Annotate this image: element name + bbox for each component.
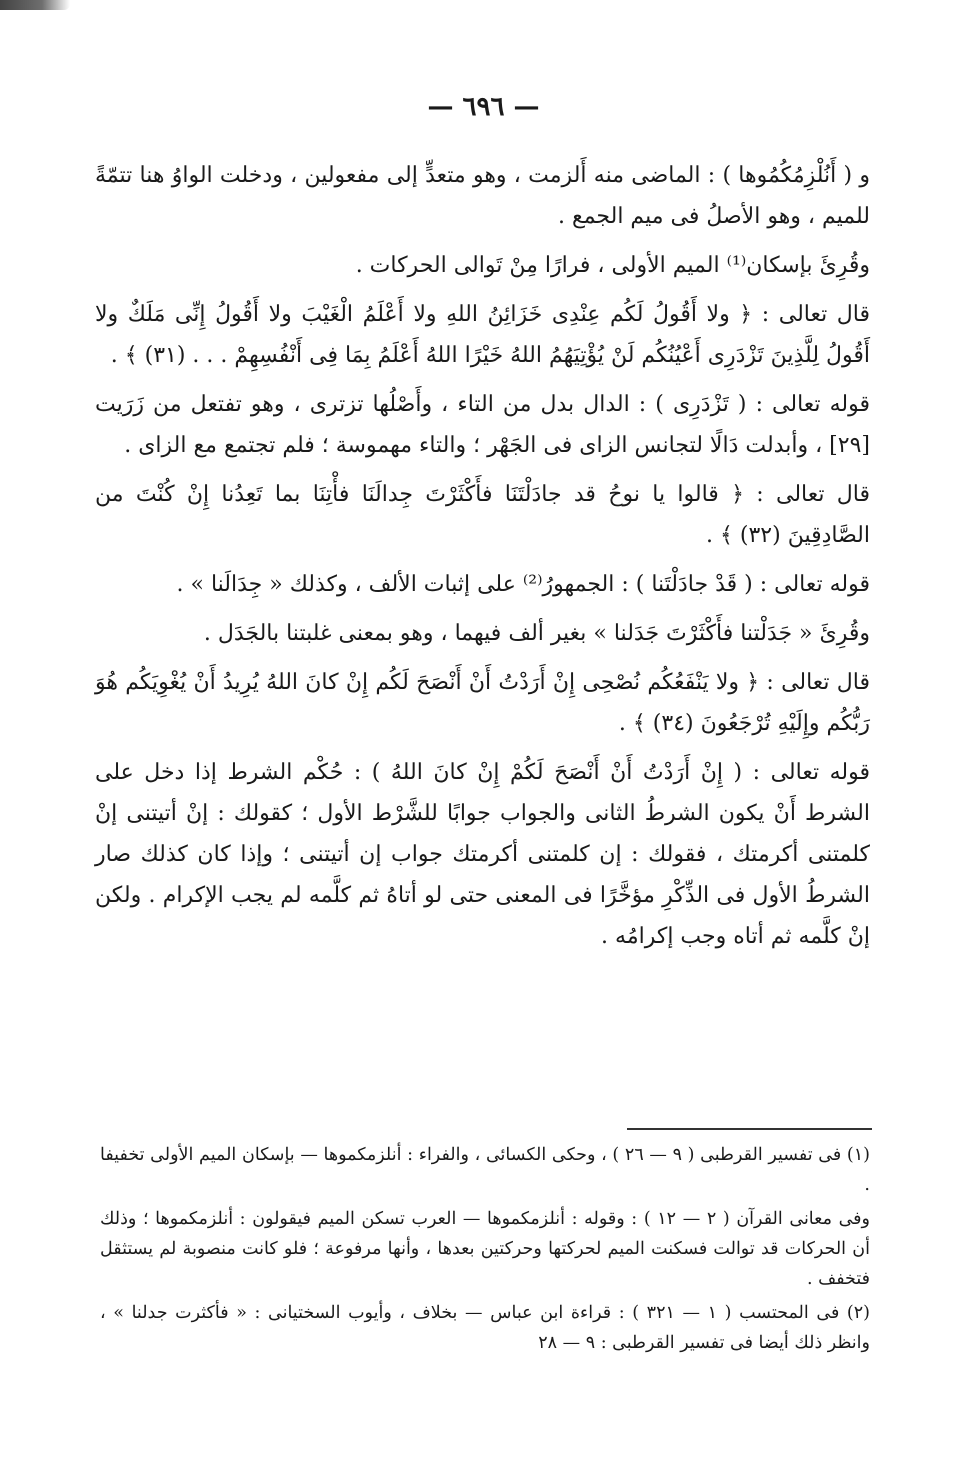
paragraph-reading-iskan: وقُرِئَ بإسكان⁽¹⁾ الميم الأولى ، فرارًا مِنْ تَوالى الحركات .	[355, 253, 870, 278]
footnote-1-continued: وفى معانى القرآن ( ٢ — ١٢ ) : وقوله : أنلزمكموها — العرب تسكن الميم فيقولون : أنلزمكموها ؛ وذلك أن الحركات قد توالت فسكنت الميم لحركتها وحركتين بعدها ، وأنها مرفوعة ؛ فلو كانت منصوبة لم يستثقل فتخفف .	[100, 1209, 870, 1289]
footnote-divider	[627, 1128, 872, 1130]
paragraph-anlzimukumuha: و ( أَنُلْزِمُكُمُوها ) : الماضى منه أَلزمت ، وهو متعدٍّ إلى مفعولين ، ودخلت الواوُ هنا تتمّةً للميم ، وهو الأصلُ فى ميم الجمع .	[95, 163, 870, 229]
paragraph-shart: قوله تعالى : ( إِنْ أَرَدْتُ أَنْ أَنْصَحَ لَكُمْ إِنْ كانَ اللهُ ) : حُكْم الشرط إذا دخل على الشرط أَنْ يكون الشرطُ الثانى والجواب جوابًا للشَّرْط الأول ؛ كقولك : إنْ أتيتنى إنْ كلمتنى أكرمتك ، فقولك : إن كلمتنى أكرمتك جواب إن أتيتنى ؛ وإذا كان كذلك صار الشرطُ الأول فى الذِّكْرِ مؤخَّرًا فى المعنى حتى لو أتاهُ ثم كلَّمه لم يجب الإكرام . ولكن إنْ كلَّمه ثم أتاه وجب إكرامُه .	[95, 760, 870, 949]
page-number: — ٦٩٦ —	[427, 92, 540, 122]
scan-ink-mark	[0, 0, 70, 10]
footnote-1: (١) فى تفسير القرطبى ( ٩ — ٢٦ ) ، وحكى الكسائى ، والفراء : أنلزمكموها — بإسكان الميم الأولى تخفيفا .	[100, 1145, 870, 1195]
paragraph-jadaltana: قوله تعالى : ( قَدْ جادَلْتَنا ) : الجمهورُ⁽²⁾ على إثبات الألف ، وكذلك « جِدَالَنا » .	[176, 572, 870, 597]
footnote-2: (٢) فى المحتسب ( ١ — ٣٢١ ) : قراءة ابن عباس — بخلاف ، وأيوب السختيانى : « فأكثرت جدلنا » ، وانظر ذلك أيضا فى تفسير القرطبى : ٩ — ٢٨	[100, 1303, 870, 1353]
paragraph-tazdari: قوله تعالى : ( تَزْدَرِى ) : الدال بدل من التاء ، وأَصْلُها تزترى ، وهو تفتعل من زَرَيت [٢٩] ، وأبدلت دَالًا لتجانس الزاى فى الجَهْر ؛ والتاء مهموسة ؛ فلم تجتمع مع الزاى .	[95, 392, 870, 458]
footnotes	[100, 1140, 870, 1362]
paragraph-reading-jadaltana: وقُرِئَ « جَدَلْتنا فأَكْثَرْتَ جَدَلنا » بغير ألف فيهما ، وهو بمعنى غلبتنا بالجَدَل .	[203, 621, 870, 646]
main-text	[95, 155, 870, 965]
verse-32: قال تعالى : ﴿ قالوا يا نوحُ قد جادَلْتَنَا فأَكْثَرْتَ جِدالَنَا فأْتِنَا بما تَعِدُنا إِنْ كُنْتَ من الصَّادِقِينَ (٣٢) ﴾ .	[95, 482, 870, 548]
verse-31: قال تعالى : ﴿ ولا أَقُولُ لَكُم عِنْدِى خَزَائِنُ اللهِ ولا أَعْلَمُ الْغَيْبَ ولا أَقُولُ إِنِّى مَلَكٌ ولا أَقُولُ لِلَّذِينَ تَزْدَرِى أَعْيُنُكُم لَنْ يُؤْتِيَهُمُ اللهُ خَيْرًا اللهُ أَعْلَمُ بِمَا فِى أَنْفُسِهِمْ . . . (٣١) ﴾ .	[95, 302, 870, 368]
verse-34: قال تعالى : ﴿ ولا يَنْفَعُكُم نُصْحِى إِنْ أَرَدْتُ أَنْ أَنْصَحَ لَكُم إِنْ كانَ اللهُ يُرِيدُ أَنْ يُغْوِيَكُم هُوَ رَبُّكُم وإِلَيْهِ تُرْجَعُونَ (٣٤) ﴾ .	[95, 670, 870, 736]
